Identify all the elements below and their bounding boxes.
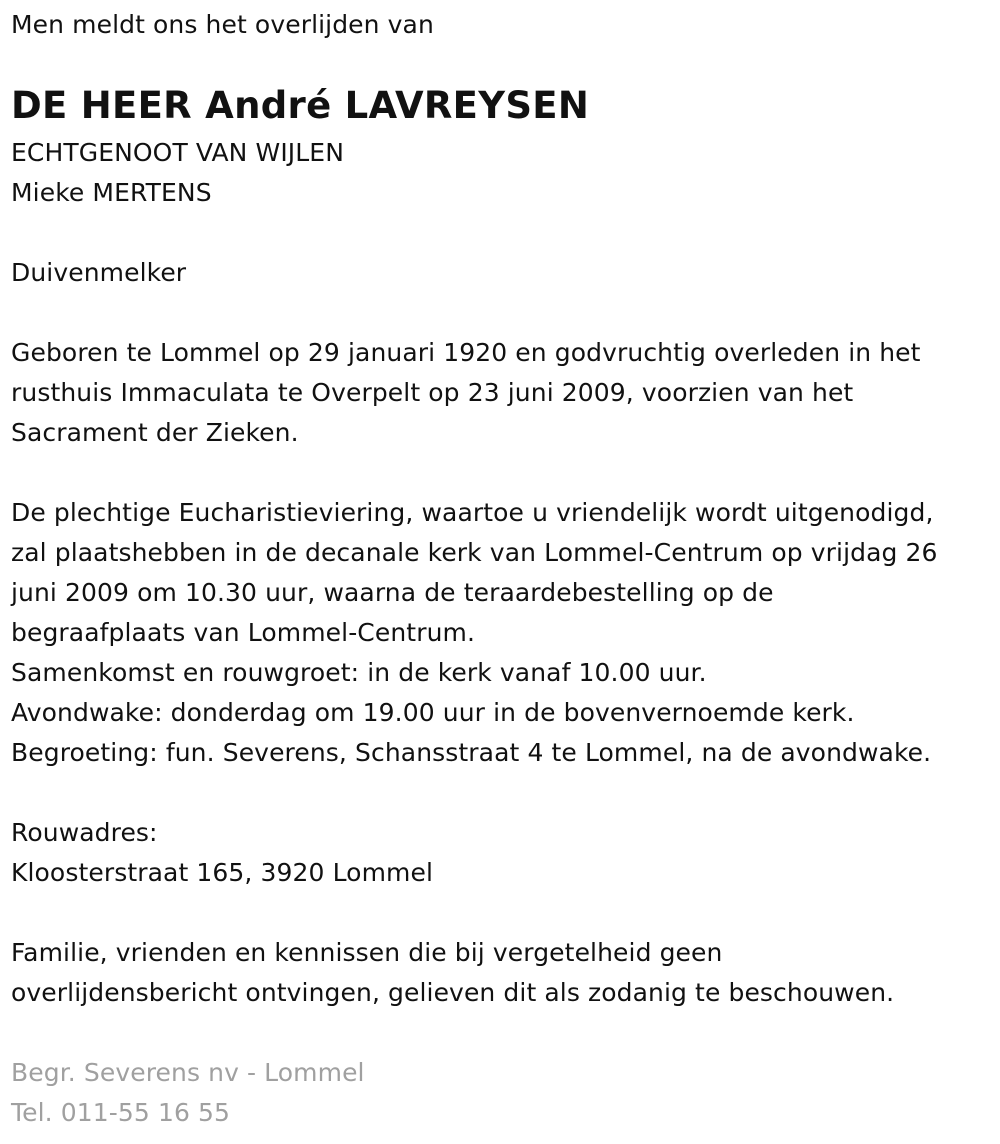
- spouse-line: ECHTGENOOT VAN WIJLEN: [11, 138, 345, 167]
- text-line: zal plaatshebben in de decanale kerk van Lommel-Centrum op vrijdag 26: [11, 538, 938, 567]
- closing-block: [11, 933, 894, 1013]
- text-line: juni 2009 om 10.30 uur, waarna de teraardebestelling op de: [11, 578, 774, 607]
- funeral-home-phone: Tel. 011-55 16 55: [11, 1098, 231, 1127]
- address-label: Rouwadres:: [11, 818, 158, 847]
- text-line: Avondwake: donderdag om 19.00 uur in de bovenvernoemde kerk.: [11, 698, 855, 727]
- funeral-home-name: Begr. Severens nv - Lommel: [11, 1058, 365, 1087]
- funeral-home-block: [11, 1053, 365, 1133]
- text-line: begraafplaats van Lommel-Centrum.: [11, 618, 476, 647]
- address-block: [11, 813, 433, 893]
- text-line: Begroeting: fun. Severens, Schansstraat 4 te Lommel, na de avondwake.: [11, 738, 932, 767]
- birth-death-block: [11, 333, 921, 453]
- spouse-line: Mieke MERTENS: [11, 178, 212, 207]
- text-line: De plechtige Eucharistieviering, waartoe u vriendelijk wordt uitgenodigd,: [11, 498, 934, 527]
- ceremony-block: [11, 493, 938, 773]
- text-line: Familie, vrienden en kennissen die bij vergetelheid geen: [11, 938, 723, 967]
- text-line: rusthuis Immaculata te Overpelt op 23 juni 2009, voorzien van het: [11, 378, 854, 407]
- deceased-name: DE HEER André LAVREYSEN: [11, 84, 590, 127]
- text-line: Samenkomst en rouwgroet: in de kerk vanaf 10.00 uur.: [11, 658, 707, 687]
- address-value: Kloosterstraat 165, 3920 Lommel: [11, 858, 434, 887]
- intro-text: Men meldt ons het overlijden van: [11, 10, 434, 39]
- occupation: Duivenmelker: [11, 258, 187, 287]
- text-line: Geboren te Lommel op 29 januari 1920 en godvruchtig overleden in het: [11, 338, 921, 367]
- text-line: overlijdensbericht ontvingen, gelieven dit als zodanig te beschouwen.: [11, 978, 895, 1007]
- occupation-block: [11, 253, 186, 293]
- text-line: Sacrament der Zieken.: [11, 418, 299, 447]
- spouse-block: [11, 133, 344, 213]
